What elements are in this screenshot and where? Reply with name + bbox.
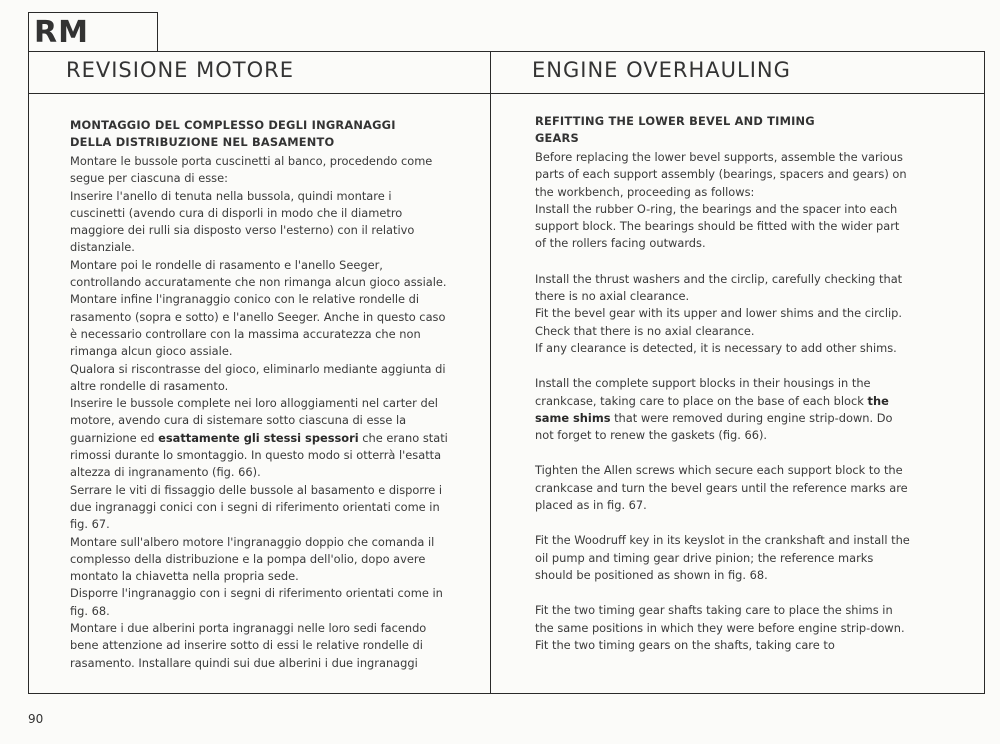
italian-paragraph: Disporre l'ingranaggio con i segni di riferimento orientati come in fig. 68.	[70, 586, 443, 618]
text-run: Inserire le bussole complete nei loro alloggiamenti nel carter del motore, avendo cura di sistemare sotto ciascuna di esse la guarnizione ed	[70, 396, 438, 445]
english-paragraph: Install the rubber O-ring, the bearings and the spacer into each support block. The bearings should be fitted with the wider part of the rollers facing outwards.	[535, 201, 900, 251]
italian-paragraph: Serrare le viti di fissaggio delle bussole al basamento e disporre i due ingranaggi conici con i segni di riferimento orientati come in fig. 67.	[70, 482, 443, 532]
column-divider	[490, 51, 491, 694]
italian-paragraph: Montare poi le rondelle di rasamento e l'anello Seeger, controllando accuratamente che non rimanga alcun gioco assiale.	[70, 257, 447, 290]
section-title-italian: REVISIONE MOTORE	[66, 58, 294, 82]
english-heading: REFITTING THE LOWER BEVEL AND TIMING GEARS	[535, 114, 815, 145]
section-title-english: ENGINE OVERHAULING	[532, 58, 791, 82]
english-paragraph: Fit the Woodruff key in its keyslot in the crankshaft and install the oil pump and timing gear drive pinion; the reference marks should be positioned as shown in fig. 68.	[535, 533, 910, 582]
italian-paragraph	[70, 395, 448, 481]
rm-badge: RM	[34, 15, 89, 50]
english-paragraph: Fit the two timing gear shafts taking care to place the shims in the same positions in which they were before engine strip-down. Fit the two timing gears on the shafts, taking care to	[535, 603, 905, 652]
italian-column	[70, 113, 448, 672]
english-paragraph	[535, 375, 912, 444]
english-paragraph: Before replacing the lower bevel supports, assemble the various parts of each support assembly (bearings, spacers and gears) on the workbench, proceeding as follows:	[535, 150, 907, 199]
italian-paragraph: Qualora si riscontrasse del gioco, eliminarlo mediante aggiunta di altre rondelle di rasamento.	[70, 361, 446, 393]
italian-paragraph: Montare i due alberini porta ingranaggi nelle loro sedi facendo bene attenzione ad inserire sotto di essi le relative rondelle di rasamento. Installare quindi sui due alberini i due ingranaggi	[70, 621, 427, 670]
bold-text-run: the same shims	[535, 393, 889, 425]
italian-paragraph: Montare le bussole porta cuscinetti al banco, procedendo come segue per ciascuna di esse:	[70, 154, 433, 186]
text-run: Install the complete support blocks in their housings in the crankcase, taking care to place on the base of each block	[535, 376, 871, 408]
english-paragraph: Tighten the Allen screws which secure each support block to the crankcase and turn the bevel gears until the reference marks are placed as in fig. 67.	[535, 463, 908, 513]
italian-paragraph: Montare sull'albero motore l'ingranaggio doppio che comanda il complesso della distribuzione e la pompa dell'olio, dopo avere montato la chiavetta nella propria sede.	[70, 534, 435, 584]
english-paragraph: Install the thrust washers and the circlip, carefully checking that there is no axial clearance.	[535, 271, 903, 304]
header-divider	[28, 93, 985, 94]
italian-heading: MONTAGGIO DEL COMPLESSO DEGLI INGRANAGGI DELLA DISTRIBUZIONE NEL BASAMENTO	[70, 118, 396, 149]
italian-paragraph: Inserire l'anello di tenuta nella bussola, quindi montare i cuscinetti (avendo cura di disporli in modo che il diametro maggiore dei rulli sia disposto verso l'esterno) con il relativo distanziale.	[70, 188, 415, 255]
bold-text-run: esattamente gli stessi spessori	[158, 430, 359, 445]
text-run: that were removed during engine strip-down. Do not forget to renew the gaskets (fig. 66).	[535, 410, 893, 443]
english-paragraph: Fit the bevel gear with its upper and lower shims and the circlip. Check that there is no axial clearance.	[535, 306, 902, 338]
english-paragraph: If any clearance is detected, it is necessary to add other shims.	[535, 340, 897, 355]
text-run: che erano stati rimossi durante lo smontaggio. In questo modo si otterrà l'esatta altezza di ingranamento (fig. 66).	[70, 430, 448, 480]
italian-paragraph: Montare infine l'ingranaggio conico con le relative rondelle di rasamento (sopra e sotto) e l'anello Seeger. Anche in questo caso è necessario controllare con la massima accuratezza che non rimanga alcun gioco assiale.	[70, 292, 446, 359]
english-column	[535, 113, 912, 672]
page-number: 90	[28, 712, 44, 726]
